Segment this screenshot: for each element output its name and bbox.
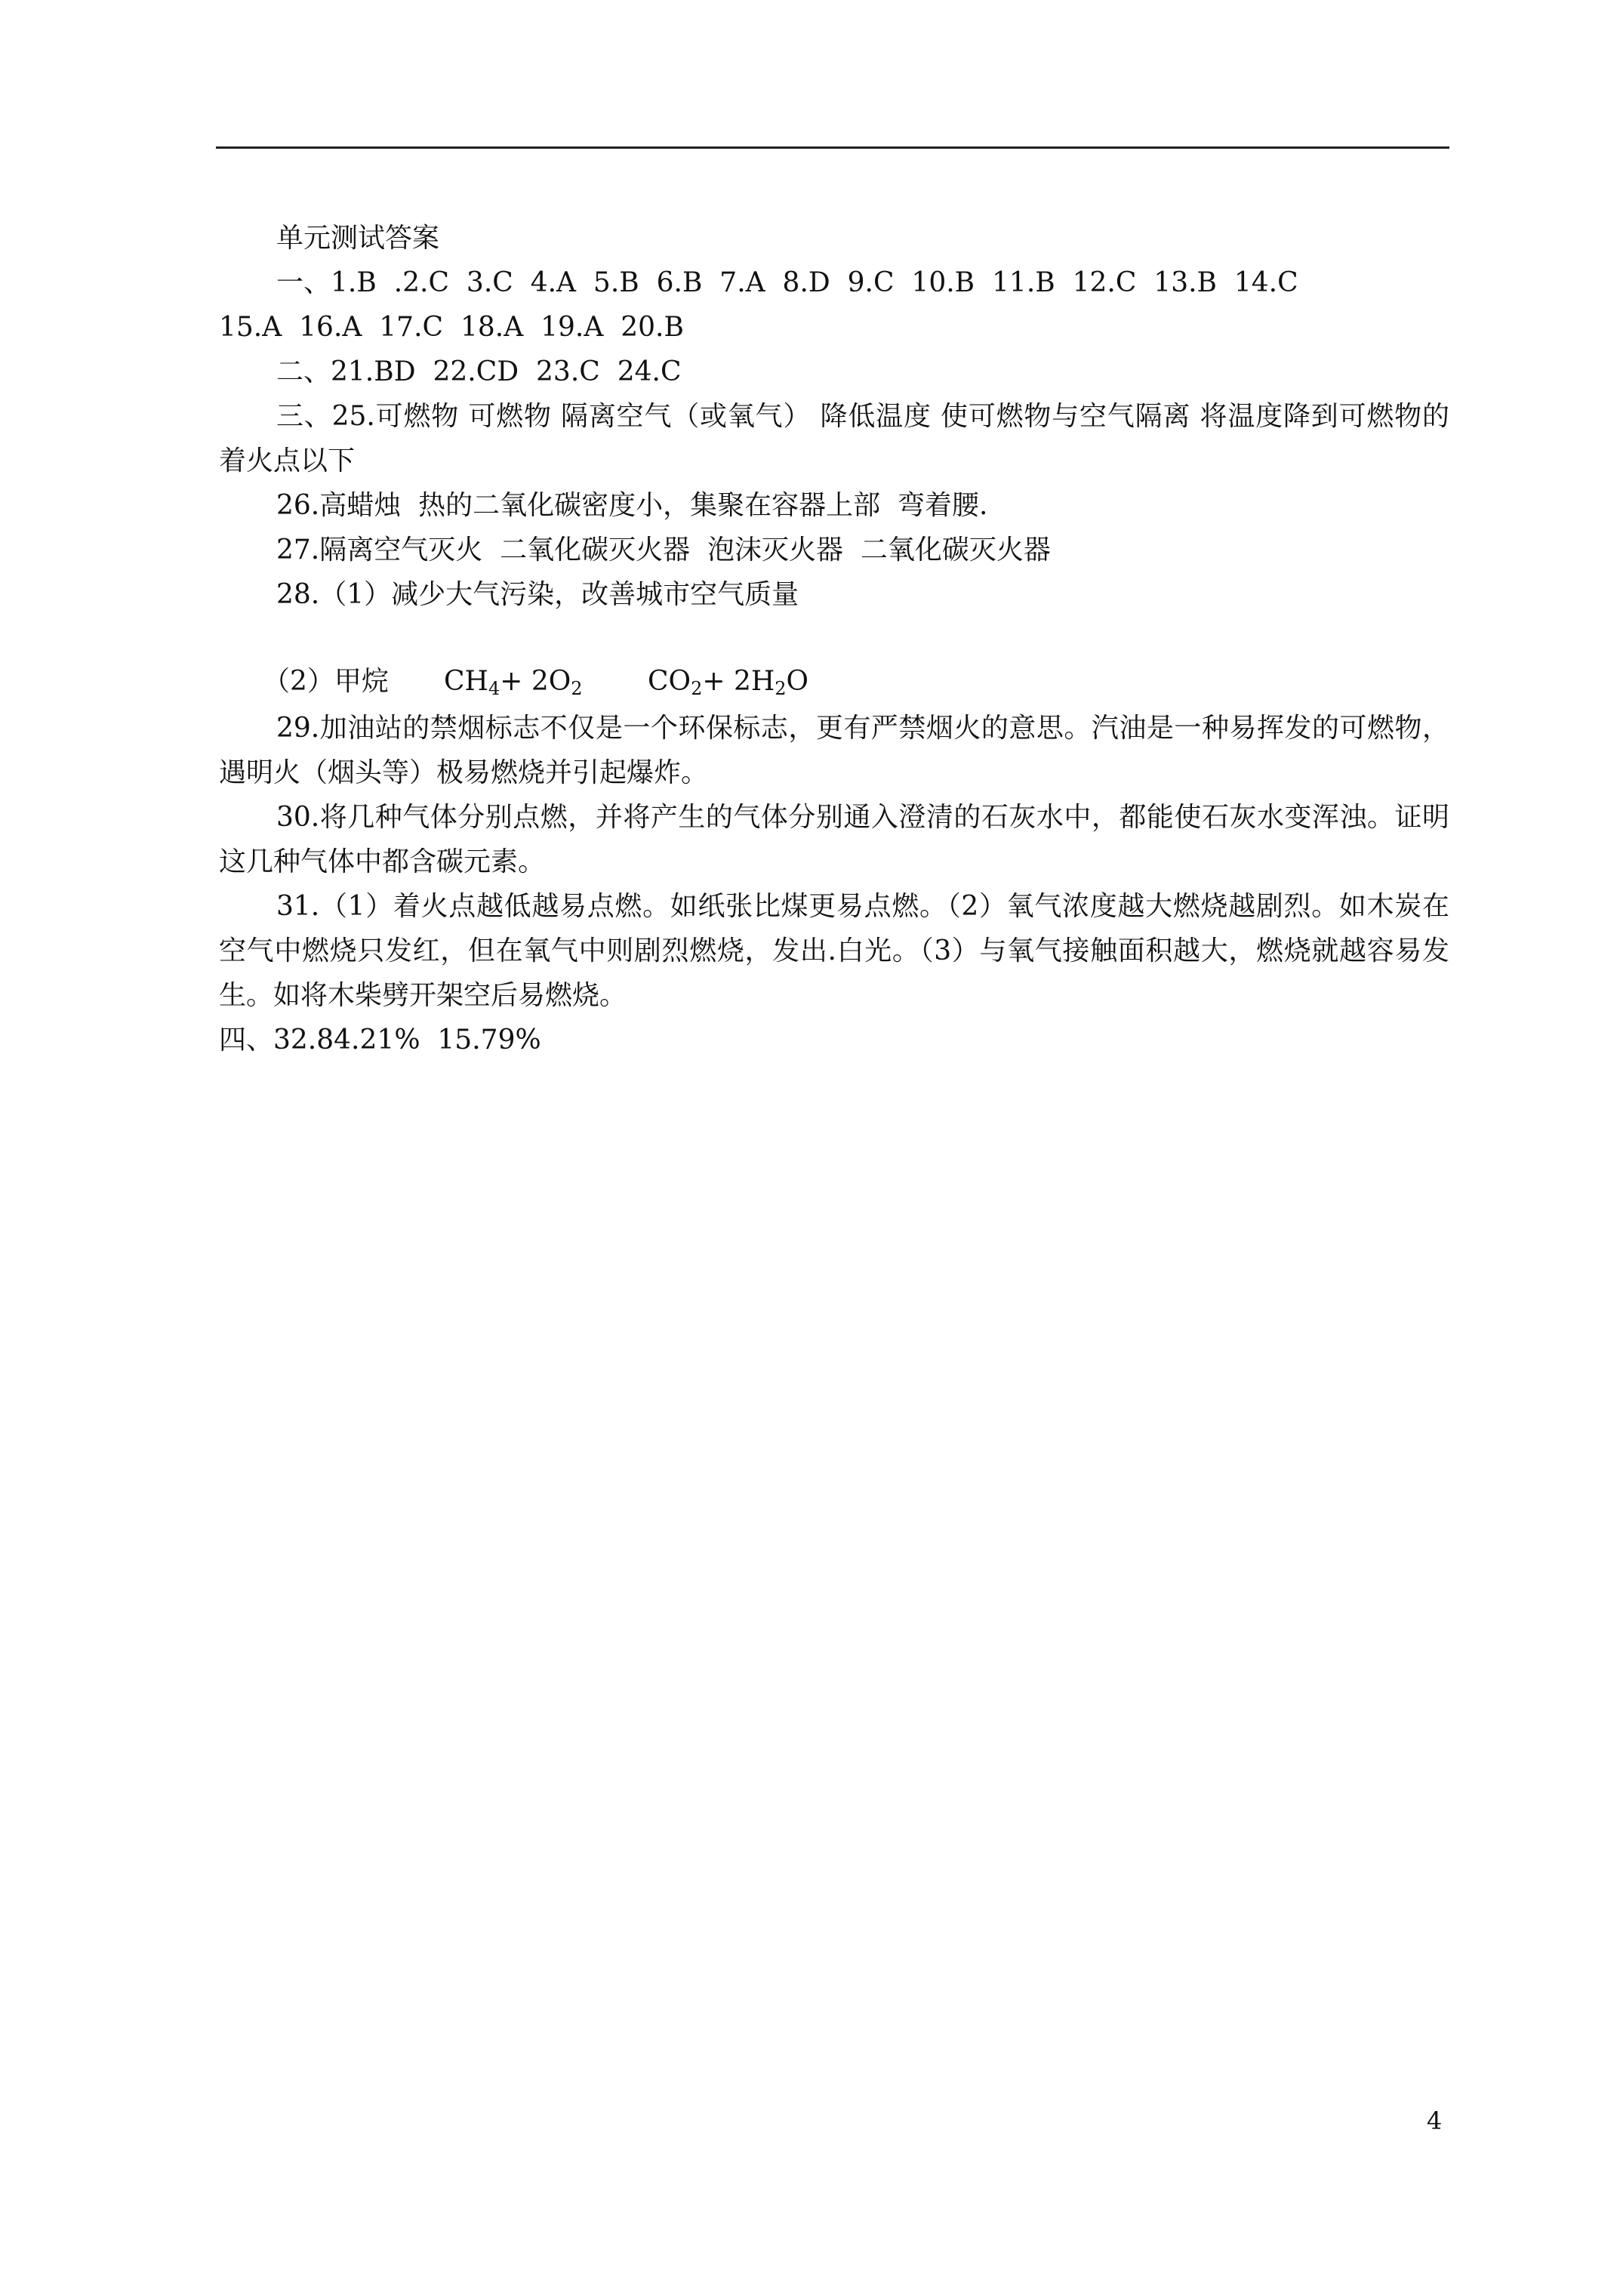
equation-products: $CO_2+ 2H_2O$ [648,666,809,699]
spacer [219,617,1449,659]
question-26-answer: 26.高蜡烛 热的二氧化碳密度小，集聚在容器上部 弯着腰. [276,490,988,521]
section1-line1: 一、1.B .2.C 3.C 4.A 5.B 6.B 7.A 8.D 9.C 10.B 11.B 12.C 13.B 14.C [276,267,1298,298]
answer-content [219,216,1449,1062]
page-number: 4 [1427,2106,1443,2135]
question-28-equation [219,659,1449,706]
question-28-part1: 28.（1）减少大气污染，改善城市空气质量 [276,579,799,610]
equation-label: （2）甲烷 [263,666,389,697]
section4-answers: 四、32.84.21% 15.79% [219,1025,541,1056]
question-27-answer: 27.隔离空气灭火 二氧化碳灭火器 泡沫灭火器 二氧化碳灭火器 [276,535,1051,566]
document-heading: 单元测试答案 [276,223,440,254]
equation-reactants: $CH_4+ 2O_2$ [444,666,583,699]
question-30-answer: 30.将几种气体分别点燃，并将产生的气体分别通入澄清的石灰水中，都能使石灰水变浑浊。证明这几种气体中都含碳元素。 [219,802,1449,877]
question-31-answer: 31.（1）着火点越低越易点燃。如纸张比煤更易点燃。（2）氧气浓度越大燃烧越剧烈。如木炭在空气中燃烧只发红，但在氧气中则剧烈燃烧，发出.白光。（3）与氧气接触面积越大，燃烧就越容易发生。如将木柴劈开架空后易燃烧。 [219,891,1449,1011]
question-29-answer: 29.加油站的禁烟标志不仅是一个环保标志，更有严禁烟火的意思。汽油是一种易挥发的可燃物，遇明火（烟头等）极易燃烧并引起爆炸。 [219,713,1449,788]
question-25-answer: 三、25.可燃物 可燃物 隔离空气（或氧气） 降低温度 使可燃物与空气隔离 将温度降到可燃物的着火点以下 [219,401,1449,476]
section1-line2: 15.A 16.A 17.C 18.A 19.A 20.B [219,312,684,343]
header-rule [216,146,1449,149]
section2-answers: 二、21.BD 22.CD 23.C 24.C [276,356,682,387]
